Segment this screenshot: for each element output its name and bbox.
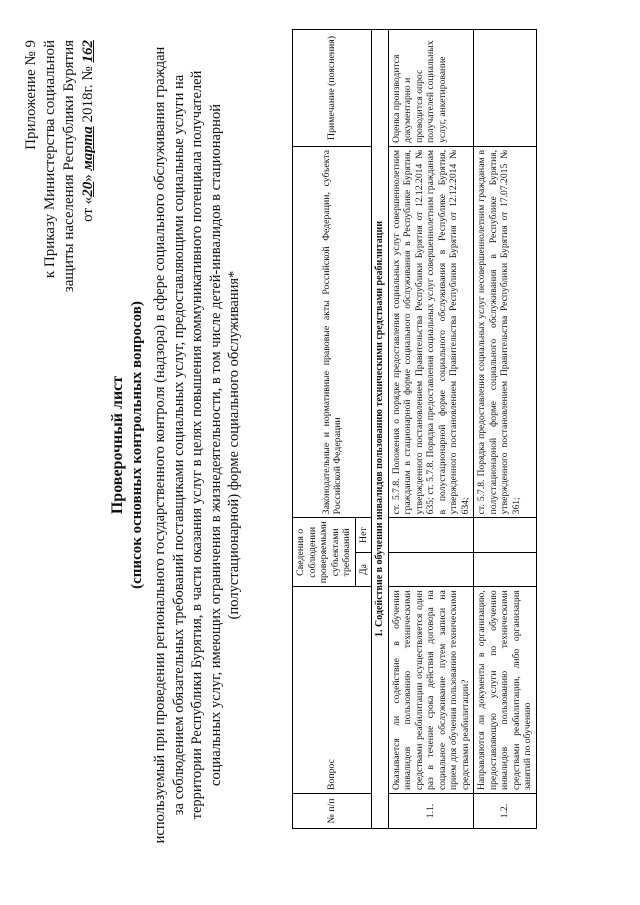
section-row: [372, 30, 389, 829]
row-law: ст. 5.7.8. Положения о порядке предоставления социальных услуг совершеннолетним гражданам в стационарной форме социального обслуживания в Республике Бурятия, утвержденного постановлением Правительства Республики Бурятия от 12.12.2014 № 635; ст. 5.7.8. Порядка предоставления социальных услуг совершеннолетним гражданам в полустационарной форме социального обслуживания в Республике Бурятия, утвержденного постановлением Правительства Республики Бурятия от 12.12.2014 № 634;: [388, 146, 474, 517]
header-no: Нет: [355, 518, 372, 552]
appendix-ministry: защиты населения Республики Бурятия: [61, 40, 77, 293]
row-note: Оценка производится документарно и проводится опрос получателей социальных услуг, анкетирование: [388, 30, 474, 147]
row-yes-cell[interactable]: [474, 552, 537, 586]
page-subtitle: (список основных контрольных вопросов): [129, 301, 145, 589]
row-num: 1.2.: [474, 794, 537, 829]
date-prefix: от «: [80, 196, 96, 222]
header-num: № п/п: [293, 794, 372, 829]
table-row: [388, 30, 474, 829]
page-title: Проверочный лист: [109, 375, 126, 515]
appendix-order: к Приказу Министерства социальной: [42, 40, 58, 279]
row-no-cell[interactable]: [474, 518, 537, 552]
section-title: 1. Содействие в обучении инвалидов пользованию техническими средствами реабилитации: [372, 30, 389, 829]
header-question: Вопрос: [293, 587, 372, 794]
row-question: Оказывается ли содействие в обучении инвалидов пользованию техническими средствами реабилитации осуществляется один раз в течение срока действия договора на социальное обслуживание путем записи на прием для обучения пользованию техническими средствами реабилитации?: [388, 587, 474, 794]
date-day: 20: [80, 181, 96, 197]
appendix-date-line: [79, 40, 98, 340]
date-year: 2018г. №: [80, 62, 96, 127]
row-law: ст. 5.7.8. Порядка предоставления социальных услуг несовершеннолетним гражданам в полустационарной форме социального обслуживания в Республике Бурятия, утвержденного постановлением Правительства Республики Бурятия от 17.07.2015 № 361;: [474, 146, 537, 517]
appendix-header: [22, 40, 98, 340]
table-header-row: [293, 30, 356, 829]
order-number: 162: [80, 40, 96, 63]
row-note: [474, 30, 537, 147]
row-yes-cell[interactable]: [388, 552, 474, 586]
intro-text: используемый при проведении регионального государственного контроля (надзора) в сфере социального обслуживания граждан за соблюдением обязательных требований поставщиками социальных услуг, предоставляющими социальные услуги на территории Республики Бурятия, в части оказания услуг в целях повышения коммуникативного потенциала получателей социальных услуг, имеющих ограничения в жизнедеятельности, в том числе детей-инвалидов в стационарной (полустационарной) форме социального обслуживания*: [152, 46, 242, 844]
row-question: Направляются ли документы в организацию, предоставляющую услуги по обучению инвалидов пользованию техническими средствами реабилитации, либо организация занятий по обучению: [474, 587, 537, 794]
checklist-table: [292, 29, 537, 829]
title-block: [108, 45, 244, 845]
header-yes: Да: [355, 552, 372, 586]
date-month: марта: [80, 126, 96, 171]
row-num: 1.1.: [388, 794, 474, 829]
header-law: Законодательные и нормативные правовые акты Российской Федерации, субъекта Российской Федерации: [293, 146, 372, 517]
appendix-number: Приложение № 9: [23, 40, 39, 150]
row-no-cell[interactable]: [388, 518, 474, 552]
table-row: [474, 30, 537, 829]
header-note: Примечание (пояснения): [293, 30, 372, 147]
date-mid: »: [80, 170, 96, 182]
header-compliance: Сведения о соблюдении проверяемыми субъектами требований: [293, 518, 356, 587]
